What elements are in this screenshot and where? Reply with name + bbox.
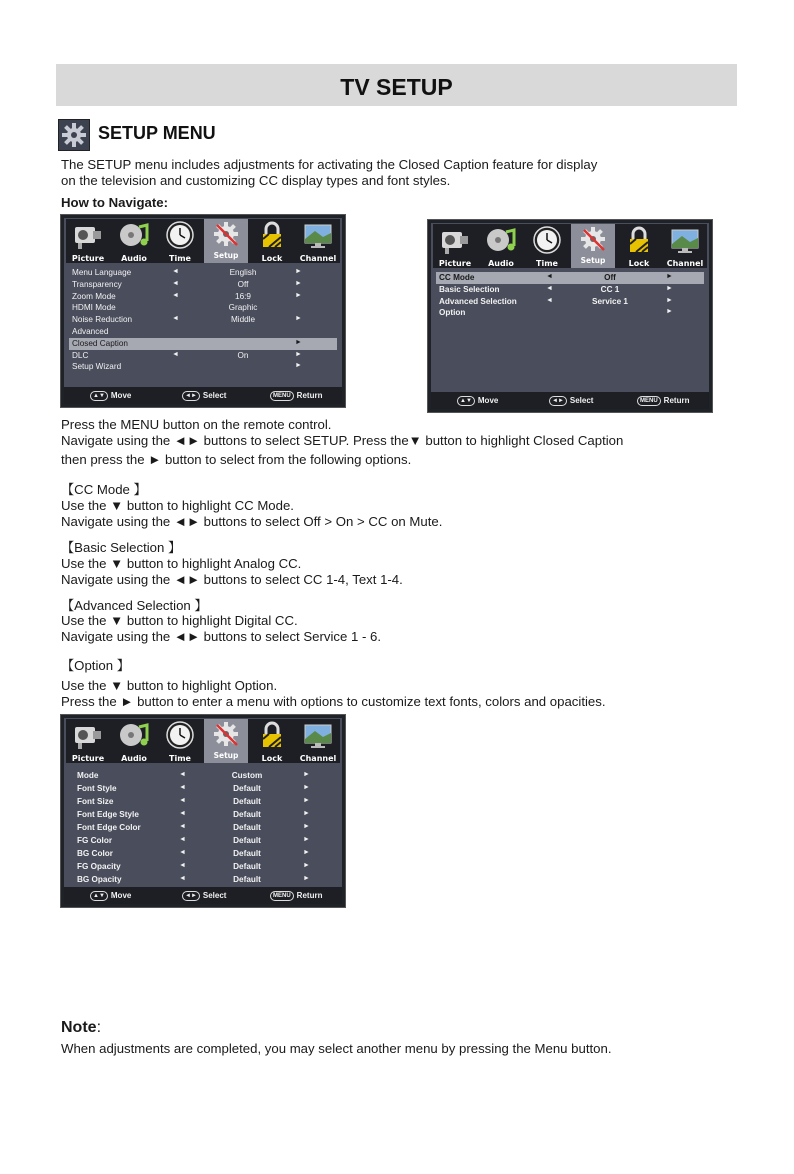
tab-setup[interactable] <box>204 219 248 263</box>
advanced-selection-line-2: Navigate using the ◄► buttons to select Service 1 - 6. <box>61 629 382 644</box>
tab-label: Time <box>536 259 558 268</box>
padlock-icon <box>622 226 656 255</box>
osd-row: Font Edge Style ◄ Default ► <box>77 810 310 819</box>
select-hint: ◄► Select <box>182 891 226 901</box>
tab-label: Time <box>169 754 191 763</box>
osd-row: Setup Wizard ► <box>72 362 302 372</box>
tab-audio[interactable] <box>112 219 156 263</box>
osd-footer <box>431 392 709 409</box>
gear-icon <box>576 226 610 255</box>
osd-menu-list <box>69 770 337 887</box>
osd-row: Font Style ◄ Default ► <box>77 784 310 793</box>
osd-row: Font Edge Color ◄ Default ► <box>77 823 310 832</box>
tab-label: Picture <box>71 754 105 763</box>
option-line-2: Press the ► button to enter a menu with options to customize text fonts, colors and opacities. <box>61 694 606 709</box>
osd-menu-list <box>69 267 337 373</box>
step-navigate: Navigate using the ◄► buttons to select SETUP. Press the▼ button to highlight Closed Caption <box>61 433 624 448</box>
osd-row: FG Color ◄ Default ► <box>77 836 310 845</box>
camera-icon <box>438 226 472 255</box>
step-press-menu: Press the MENU button on the remote control. <box>61 417 332 432</box>
note-heading: Note: <box>61 1019 102 1036</box>
menu-key-icon: MENU <box>270 891 294 901</box>
tab-label: Channel <box>666 259 704 268</box>
cc-mode-line-1: Use the ▼ button to highlight CC Mode. <box>61 498 294 513</box>
osd-screen-closed-caption <box>427 219 713 413</box>
tab-label: Audio <box>121 254 147 263</box>
tab-time[interactable] <box>158 219 202 263</box>
osd-row: Transparency ◄ Off ► <box>72 279 302 289</box>
music-note-icon <box>117 721 151 750</box>
tab-setup[interactable] <box>204 719 248 763</box>
tab-picture[interactable] <box>433 224 477 268</box>
tab-audio[interactable] <box>479 224 523 268</box>
basic-selection-heading: 【Basic Selection 】 <box>61 540 182 555</box>
tab-channel[interactable] <box>296 219 340 263</box>
osd-row: Noise Reduction ◄ Middle ► <box>72 315 302 325</box>
note-text: When adjustments are completed, you may select another menu by pressing the Menu button. <box>61 1041 612 1056</box>
osd-row: Zoom Mode ◄ 16:9 ► <box>72 291 302 301</box>
tab-label: Audio <box>121 754 147 763</box>
up-down-icon: ▲▼ <box>457 396 475 406</box>
monitor-icon <box>668 226 702 255</box>
step-select: then press the ► button to select from the following options. <box>61 452 412 467</box>
how-to-heading: How to Navigate: <box>61 195 168 210</box>
clock-icon <box>163 721 197 750</box>
left-right-icon: ◄► <box>549 396 567 406</box>
osd-row: Mode ◄ Custom ► <box>77 771 310 780</box>
tab-lock[interactable] <box>617 224 661 268</box>
tab-setup[interactable] <box>571 224 615 268</box>
tab-channel[interactable] <box>296 719 340 763</box>
tab-time[interactable] <box>158 719 202 763</box>
osd-screen-setup <box>60 214 346 408</box>
osd-tab-bar <box>66 219 340 263</box>
clock-icon <box>163 221 197 250</box>
osd-footer <box>64 887 342 904</box>
return-hint: MENU Return <box>270 891 322 901</box>
up-down-icon: ▲▼ <box>90 891 108 901</box>
osd-row: Basic Selection ◄ CC 1 ► <box>439 284 673 294</box>
section-title: SETUP MENU <box>98 123 216 143</box>
padlock-icon <box>255 721 289 750</box>
osd-row: Font Size ◄ Default ► <box>77 797 310 806</box>
osd-tab-bar <box>433 224 707 268</box>
intro-line-2: on the television and customizing CC display types and font styles. <box>61 173 451 188</box>
osd-row: DLC ◄ On ► <box>72 350 302 360</box>
osd-row: HDMI Mode Graphic <box>72 303 258 313</box>
menu-key-icon: MENU <box>270 391 294 401</box>
tab-label: Channel <box>299 254 337 263</box>
monitor-icon <box>301 221 335 250</box>
up-down-icon: ▲▼ <box>90 391 108 401</box>
gear-icon <box>58 119 90 151</box>
padlock-icon <box>255 221 289 250</box>
tab-label: Setup <box>580 256 606 265</box>
move-hint: ▲▼ Move <box>90 891 131 901</box>
music-note-icon <box>117 221 151 250</box>
left-right-icon: ◄► <box>182 891 200 901</box>
osd-row: Advanced <box>72 326 109 336</box>
osd-row: BG Opacity ◄ Default ► <box>77 875 310 884</box>
select-hint: ◄► Select <box>549 396 593 406</box>
tab-label: Channel <box>299 754 337 763</box>
tab-label: Lock <box>261 254 283 263</box>
tab-audio[interactable] <box>112 719 156 763</box>
menu-key-icon: MENU <box>637 396 661 406</box>
gear-icon <box>209 221 243 250</box>
osd-row: Option ► <box>439 308 673 318</box>
option-line-1: Use the ▼ button to highlight Option. <box>61 678 278 693</box>
tab-label: Picture <box>438 259 472 268</box>
osd-row-selected: Closed Caption ► <box>69 338 337 350</box>
osd-footer <box>64 387 342 404</box>
tab-lock[interactable] <box>250 719 294 763</box>
tab-lock[interactable] <box>250 219 294 263</box>
osd-row: Menu Language ◄ English ► <box>72 268 302 277</box>
tab-label: Lock <box>261 754 283 763</box>
tab-channel[interactable] <box>663 224 707 268</box>
monitor-icon <box>301 721 335 750</box>
clock-icon <box>530 226 564 255</box>
tab-picture[interactable] <box>66 719 110 763</box>
tab-label: Setup <box>213 251 239 260</box>
tab-label: Setup <box>213 751 239 760</box>
advanced-selection-line-1: Use the ▼ button to highlight Digital CC. <box>61 613 298 628</box>
osd-row-selected: CC Mode ◄ Off ► <box>436 272 704 284</box>
move-hint: ▲▼ Move <box>457 396 498 406</box>
return-hint: MENU Return <box>637 396 689 406</box>
camera-icon <box>71 221 105 250</box>
tab-label: Lock <box>628 259 650 268</box>
basic-selection-line-2: Navigate using the ◄► buttons to select CC 1-4, Text 1-4. <box>61 572 403 587</box>
move-hint: ▲▼ Move <box>90 391 131 401</box>
camera-icon <box>71 721 105 750</box>
osd-menu-list <box>436 272 704 319</box>
osd-row: BG Color ◄ Default ► <box>77 849 310 858</box>
advanced-selection-heading: 【Advanced Selection 】 <box>61 598 208 613</box>
tab-picture[interactable] <box>66 219 110 263</box>
left-right-icon: ◄► <box>182 391 200 401</box>
intro-line-1: The SETUP menu includes adjustments for activating the Closed Caption feature for display <box>61 157 598 172</box>
tab-label: Time <box>169 254 191 263</box>
tab-time[interactable] <box>525 224 569 268</box>
cc-mode-heading: 【CC Mode 】 <box>61 482 147 497</box>
osd-row: Advanced Selection ◄ Service 1 ► <box>439 296 673 306</box>
select-hint: ◄► Select <box>182 391 226 401</box>
page-title: TV SETUP <box>340 74 453 100</box>
return-hint: MENU Return <box>270 391 322 401</box>
gear-icon <box>209 721 243 750</box>
osd-screen-option <box>60 714 346 908</box>
osd-row: FG Opacity ◄ Default ► <box>77 862 310 871</box>
basic-selection-line-1: Use the ▼ button to highlight Analog CC. <box>61 556 302 571</box>
osd-tab-bar <box>66 719 340 763</box>
cc-mode-line-2: Navigate using the ◄► buttons to select Off > On > CC on Mute. <box>61 514 443 529</box>
tab-label: Audio <box>488 259 514 268</box>
option-heading: 【Option 】 <box>61 658 130 673</box>
music-note-icon <box>484 226 518 255</box>
tab-label: Picture <box>71 254 105 263</box>
